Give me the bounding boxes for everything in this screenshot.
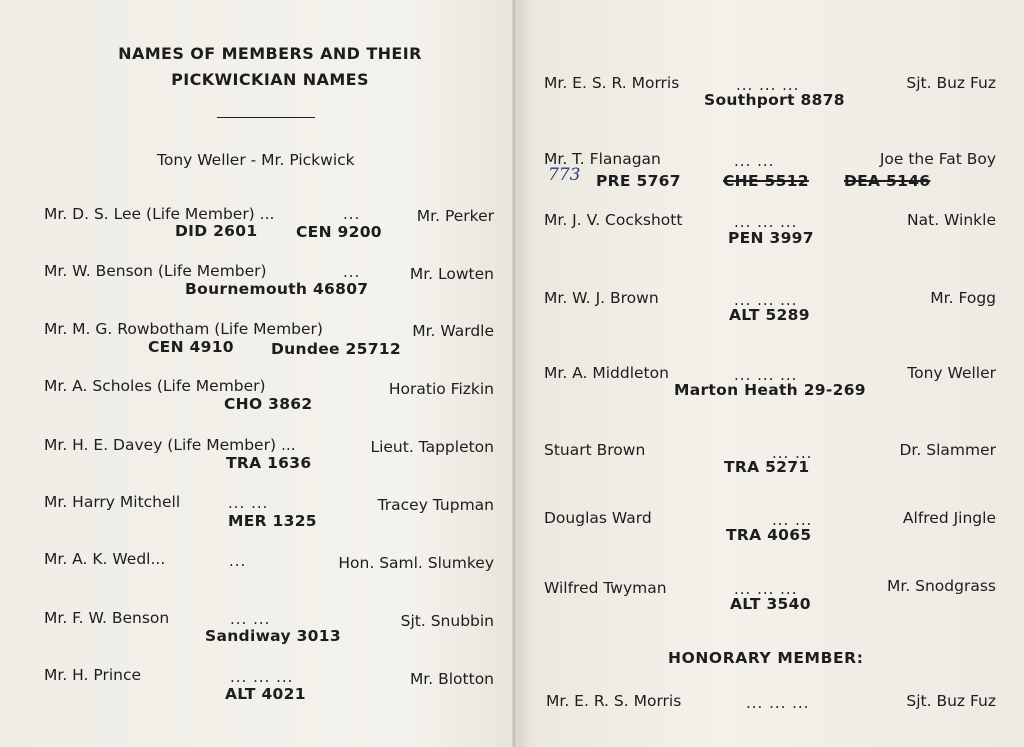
leader-dots: ... ... <box>734 152 775 170</box>
phone-number: DID 2601 <box>175 222 258 240</box>
leader-dots: ... ... ... <box>746 694 810 712</box>
pickwickian-name: Mr. Fogg <box>930 289 996 307</box>
phone-number: MER 1325 <box>228 512 317 530</box>
member-name: Mr. H. Prince <box>44 666 142 684</box>
tony-weller-line: Tony Weller - Mr. Pickwick <box>157 151 355 169</box>
member-name: Mr. A. Middleton <box>544 364 669 382</box>
member-name: Mr. Harry Mitchell <box>44 493 181 511</box>
leader-dots: ... ... ... <box>734 366 798 384</box>
handwritten-note: 773 <box>548 165 581 185</box>
leader-dots: ... <box>343 263 361 281</box>
pickwickian-name: Nat. Winkle <box>907 211 996 229</box>
honorary-heading: HONORARY MEMBER: <box>668 649 864 667</box>
pickwickian-name: Joe the Fat Boy <box>879 150 996 168</box>
phone-number: TRA 5271 <box>724 458 810 476</box>
phone-number: Southport 8878 <box>704 91 845 109</box>
phone-number: Bournemouth 46807 <box>185 280 369 298</box>
leader-dots: ... <box>229 552 247 570</box>
phone-number: CEN 4910 <box>148 338 234 356</box>
member-name: Mr. M. G. Rowbotham (Life Member) <box>44 320 323 338</box>
member-name: Mr. A. Scholes (Life Member) <box>44 377 266 395</box>
phone-number-struck: CHE 5512 <box>723 172 809 190</box>
page-title-line1: NAMES OF MEMBERS AND THEIR <box>118 44 422 63</box>
pickwickian-name: Alfred Jingle <box>902 509 996 527</box>
pickwickian-name: Mr. Snodgrass <box>886 577 996 595</box>
member-name: Mr. F. W. Benson <box>44 609 170 627</box>
leader-dots: ... ... <box>772 511 813 529</box>
phone-number: ALT 5289 <box>729 306 810 324</box>
phone-number: TRA 4065 <box>726 526 812 544</box>
member-name: Mr. W. Benson (Life Member) <box>44 262 267 280</box>
leader-dots: ... ... <box>772 444 813 462</box>
leader-dots: ... ... <box>230 610 271 628</box>
pickwickian-name: Sjt. Buz Fuz <box>906 74 996 92</box>
leader-dots: ... ... ... <box>734 580 798 598</box>
leader-dots: ... ... ... <box>736 76 800 94</box>
phone-number: Dundee 25712 <box>271 340 401 358</box>
phone-number: ALT 3540 <box>730 595 811 613</box>
member-name: Mr. H. E. Davey (Life Member) ... <box>44 436 296 454</box>
right-page <box>516 0 1024 747</box>
phone-number-struck: DEA 5146 <box>844 172 931 190</box>
pickwickian-name: Sjt. Buz Fuz <box>906 692 996 710</box>
member-name: Mr. T. Flanagan <box>544 150 661 168</box>
page-title-line2: PICKWICKIAN NAMES <box>171 70 369 89</box>
title-underline <box>217 117 315 118</box>
phone-number: PEN 3997 <box>728 229 814 247</box>
phone-number: ALT 4021 <box>225 685 306 703</box>
member-name: Wilfred Twyman <box>544 579 667 597</box>
pickwickian-name: Tracey Tupman <box>377 496 494 514</box>
pickwickian-name: Mr. Perker <box>416 207 494 225</box>
member-name: Douglas Ward <box>544 509 652 527</box>
phone-number: PRE 5767 <box>596 172 681 190</box>
phone-number: TRA 1636 <box>226 454 312 472</box>
member-name: Mr. E. R. S. Morris <box>546 692 682 710</box>
pickwickian-name: Horatio Fizkin <box>388 380 494 398</box>
member-name: Mr. D. S. Lee (Life Member) ... <box>44 205 275 223</box>
phone-number: Sandiway 3013 <box>205 627 341 645</box>
pickwickian-name: Hon. Saml. Slumkey <box>338 554 494 572</box>
pickwickian-name: Mr. Wardle <box>412 322 494 340</box>
phone-number: CEN 9200 <box>296 223 382 241</box>
leader-dots: ... ... ... <box>230 668 294 686</box>
pickwickian-name: Dr. Slammer <box>899 441 996 459</box>
leader-dots: ... ... <box>228 494 269 512</box>
member-name: Mr. W. J. Brown <box>544 289 659 307</box>
pickwickian-name: Mr. Lowten <box>409 265 494 283</box>
leader-dots: ... ... ... <box>734 291 798 309</box>
pickwickian-name: Mr. Blotton <box>409 670 494 688</box>
leader-dots: ... ... ... <box>734 213 798 231</box>
pickwickian-name: Sjt. Snubbin <box>400 612 494 630</box>
member-name: Mr. A. K. Wedl... <box>44 550 166 568</box>
phone-number: Marton Heath 29-269 <box>674 381 866 399</box>
pickwickian-name: Tony Weller <box>907 364 996 382</box>
leader-dots: ... <box>343 205 361 223</box>
pickwickian-name: Lieut. Tappleton <box>370 438 494 456</box>
member-name: Stuart Brown <box>544 441 646 459</box>
member-name: Mr. J. V. Cockshott <box>544 211 683 229</box>
member-name: Mr. E. S. R. Morris <box>544 74 680 92</box>
phone-number: CHO 3862 <box>224 395 313 413</box>
